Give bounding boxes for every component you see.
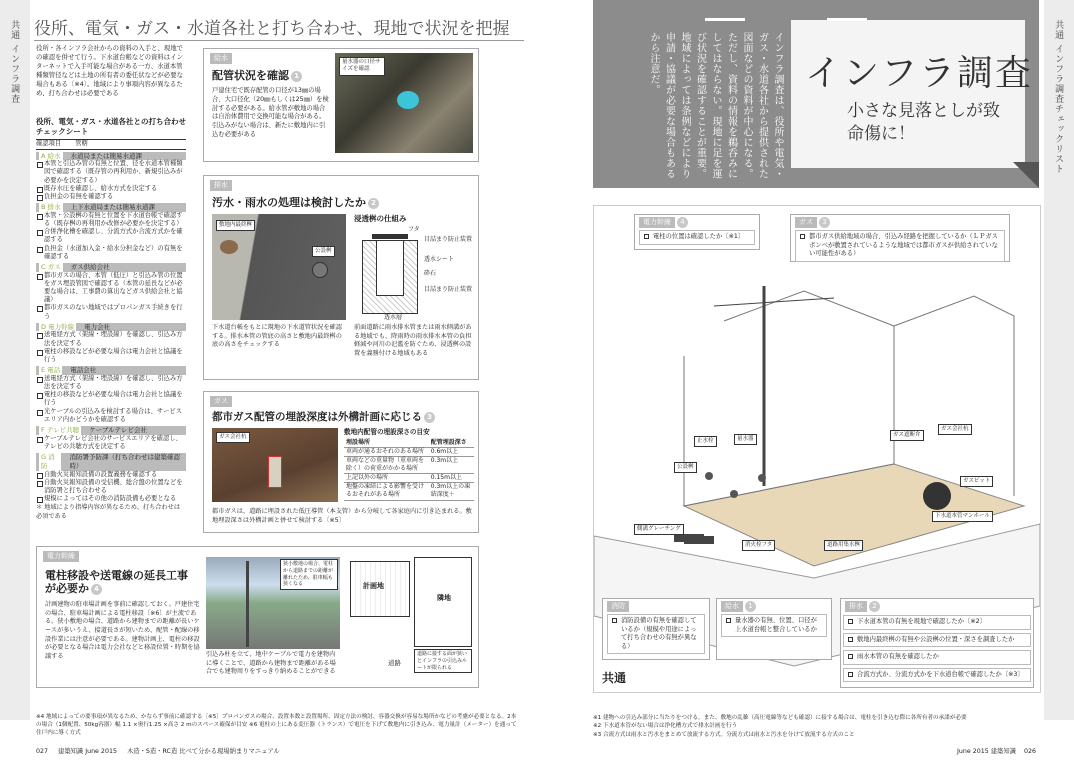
checklist-item[interactable]: 送電経方式（架線・埋設線）を確認し、引込み方法を決定する: [36, 375, 186, 391]
gas-stake-icon: [268, 456, 282, 488]
checklist-category: [36, 152, 186, 161]
category-code: C ガス: [41, 262, 61, 271]
illustration-area: [593, 205, 1041, 693]
kyusui-number: 1: [291, 71, 302, 82]
left-footer: [36, 748, 280, 757]
haisui-photo-label2: 公設桝: [312, 246, 335, 257]
diagram-label-layer: 透水層: [384, 314, 403, 321]
denryoku-caption: 引込み柱を立て、地中ケーブルで電力を建物内に導くことで、道路から建物まで距離がある場合でも建物周りをすっきり納めることができる: [206, 651, 336, 676]
right-page-number: 026: [1023, 748, 1036, 755]
gas-table-wrap: [344, 428, 474, 501]
checklist-category: [36, 263, 186, 272]
utility-pole-icon: [246, 561, 249, 647]
checkbox-icon[interactable]: [612, 618, 617, 623]
checklist-item[interactable]: 都市ガスのない地域ではプロパンガス手続きを行う: [36, 304, 186, 320]
category-org: 電力会社: [84, 322, 111, 331]
plan-label-site: 計画地: [363, 582, 384, 590]
right-page: [537, 0, 1074, 771]
table-cell: 車両などの重量物（重車両を除く）の荷重がかかる場所: [344, 457, 429, 474]
checkbox-icon[interactable]: [848, 637, 853, 642]
hero-corner-triangle: [1013, 162, 1039, 188]
basin-lid: [372, 234, 408, 239]
r-kyusui-box: [716, 598, 832, 660]
plan-label-neighbor: 隣地: [437, 594, 451, 602]
kyusui-photo: [335, 53, 473, 153]
checklist-item[interactable]: 本管・公設桝の有無と位置を下水道台帳で確認する（既存桝の再利用か改修が必要かを決定する）: [36, 212, 186, 228]
checklist: [36, 139, 186, 521]
checklist-item[interactable]: 自動火災報知設備の設置義務を確認する: [36, 471, 186, 479]
table-cell: 上記以外の場所: [344, 474, 429, 483]
kyusui-box: [203, 48, 479, 162]
table-cell: 配管埋設深さ: [429, 439, 474, 448]
hero-title: インフラ調査: [805, 53, 1034, 94]
checklist-header-item: 確認項目: [36, 140, 62, 147]
checklist-category: [36, 426, 186, 435]
denryoku-number: 4: [91, 584, 102, 595]
category-code: D 電力幹線: [41, 322, 75, 331]
r-denryoku-tag: 電力幹線: [639, 217, 675, 228]
denryoku-box: [36, 546, 479, 688]
plan-site: [350, 561, 410, 617]
checklist-item[interactable]: 自動火災報知設備の受信機、総合盤の位置などを消防署と打ち合わせる: [36, 479, 186, 495]
right-footnotes: [593, 714, 1033, 739]
haisui-box: [203, 175, 479, 380]
table-cell: 0.15m以上: [429, 474, 474, 483]
checklist-item[interactable]: 負担金（水道加入金・給水分担金など）の有無を確認する: [36, 245, 186, 261]
haisui-title-row: [212, 196, 379, 209]
haisui-title: 汚水・雨水の処理は検討したか: [212, 196, 366, 209]
right-footnote-1: ※1 建物への引込み部分に当たりをつける。また、敷地の乱雑（高圧電線等なども確認）に接する場合は、電柱を引き込む際に各所有者の承諾が必要: [593, 715, 967, 721]
scene-label-catch-basin: 道路用集水桝: [824, 540, 863, 551]
hero-deco-line1: [705, 18, 745, 21]
category-code: G 消防: [39, 453, 61, 471]
final-basin-icon: [220, 240, 238, 254]
denryoku-title: 電柱移設や送電線の延長工事が必要か: [45, 569, 188, 596]
checklist-item[interactable]: 光ケーブルの引込みを検討する場合は、サービスエリア内かどうかを確認する: [36, 408, 186, 424]
gas-tag: ガス: [210, 396, 232, 407]
gas-box: [203, 391, 479, 533]
checklist-item[interactable]: 規模によってはその他の消防設備も必要となる: [36, 495, 186, 503]
checklist-title: 役所、電気・ガス・水道各社との打ち合わせチェックシート: [36, 117, 186, 136]
scene-label-stopcock: 止水栓: [694, 436, 717, 447]
diagram-label-filter: 目詰まり防止装置: [424, 236, 473, 243]
gas-text: 都市ガスは、道路に埋設された低圧導管（本支管）から分岐して各家庭内に引き込まれる。敷地埋設深さは外構計画と併せて検討する〔※5〕: [212, 508, 472, 524]
gas-depth-table: [344, 439, 474, 501]
basin-body: [376, 240, 404, 296]
diagram-title: 浸透桝の仕組み: [354, 214, 407, 223]
scene-label-meter: 量水器: [734, 434, 757, 445]
left-side-tab-text: 共通 インフラ調査: [9, 20, 20, 104]
checklist-header: [36, 139, 186, 150]
r-haisui-check[interactable]: [843, 668, 1031, 683]
checklist-item[interactable]: 本管と引込み管の有無と位置、径を水道本管種類図で確認する（既存管の再利用か、新規引込みが必要かを決定する）: [36, 160, 186, 185]
checkbox-icon[interactable]: [726, 618, 731, 623]
gas-title: 都市ガス配管の埋設深度は外構計画に応じる: [212, 411, 422, 423]
category-org: 上下水道局または簡易水道課: [70, 203, 156, 212]
left-magazine: 建築知識 June 2015: [58, 748, 117, 755]
r-shobo-item: 消防設備の有無を確認しているか（規模や用途によって打ち合わせの有無が異なる）: [621, 617, 697, 650]
hero-deco-line2: [827, 18, 867, 21]
r-common-label: 共通: [602, 671, 627, 685]
left-side-tab: [0, 0, 30, 720]
checklist-item[interactable]: 電柱の移設などが必要な場合は電力会社と協議を行う: [36, 391, 186, 407]
scene-label-grating: 側溝グレーチング: [634, 524, 684, 535]
plan-neighbor: [414, 557, 472, 647]
plan-label-road: 道路: [388, 659, 401, 667]
haisui-photo: [212, 214, 346, 320]
diagram-label-sheet: 透水シート: [424, 256, 455, 263]
checklist-item[interactable]: 負担金の有無を確認する: [36, 193, 186, 201]
right-footnote-2: ※2 下水道本管がない場合は浄化槽方式で排水計画を行う: [593, 723, 738, 730]
category-code: A 給水: [41, 151, 61, 160]
r-kyusui-check[interactable]: [721, 614, 827, 637]
checklist-item[interactable]: 送電経方式（架線・埋設線）を確認し、引込み方法を決定する: [36, 331, 186, 347]
kyusui-text: 戸建住宅で既存配管の口径が13㎜の場合、大口径化（20㎜もしくは25㎜）を検討する必要がある。給水管が敷地の場合は自治体費用で交換可能な場合がある。引込みがない場合は、新たに敷地内に引込む必要がある: [212, 87, 329, 139]
checklist-header-org: 管轄: [75, 140, 88, 147]
kyusui-photo-label: 量水器の口径サイズを確認: [339, 57, 385, 76]
table-row: [344, 447, 474, 456]
intro-text: 役所・各インフラ会社からの資料の入手と、現地での確認を併せて行う。下水道台帳などの資料はインターネットで入手可能な場合がある一方、水道本管種類管径などは土地の所有者の委任状などが必要な場合もある〔※4〕。地域により事項内容が異なるため、打ち合わせは必要である: [36, 44, 183, 97]
kyusui-tag: 給水: [210, 53, 232, 64]
right-side-tab: [1044, 0, 1074, 720]
denryoku-photo: [206, 557, 340, 649]
r-haisui-check[interactable]: [843, 633, 1031, 648]
denryoku-photo-label: 狭小敷地の場合、電柱から道路までの距離が離れたため、駐車幅も狭くなる: [280, 559, 338, 590]
checkbox-icon[interactable]: [848, 672, 853, 677]
scene-label-gas-valve: ガス遮断弁: [890, 430, 924, 441]
diagram-label-lid: フタ: [408, 226, 420, 233]
denryoku-tag: 電力幹線: [43, 551, 79, 562]
table-cell: 0.3m以上の凍結深度＋: [429, 483, 474, 500]
haisui-number: 2: [368, 198, 379, 209]
table-cell: 車両が通るおそれのある場所: [344, 447, 429, 456]
table-cell: 埋設場所: [344, 439, 429, 448]
infiltration-diagram: [354, 226, 474, 322]
category-org: ケーブルテレビ会社: [89, 425, 147, 434]
r-haisui-check[interactable]: [843, 615, 1031, 630]
checkbox-icon[interactable]: [848, 619, 853, 624]
r-haisui-item: 下水道本管の有無を現地で確認したか〔※2〕: [857, 618, 986, 626]
kyusui-title-row: [212, 69, 302, 82]
plan-label-note: 道路に接する面が狭いとインフラの引込みルートが限られる: [414, 649, 472, 673]
category-code: F テレビ共聴: [41, 425, 80, 434]
checklist-category: [36, 203, 186, 212]
r-shobo-check[interactable]: [607, 614, 705, 654]
r-gas-tag: ガス: [795, 217, 817, 228]
r-shobo-tag: 消防: [607, 601, 629, 612]
public-basin-icon: [312, 262, 328, 278]
checklist-item[interactable]: 電柱の移設などが必要な場合は電力会社と協議を行う: [36, 348, 186, 364]
left-series: 木造・S造・RC造 比べて分かる現場納まりマニュアル: [126, 748, 280, 755]
left-title-rule: [34, 40, 524, 41]
r-haisui-check[interactable]: [843, 650, 1031, 665]
gas-number: 3: [424, 412, 435, 423]
left-title: 役所、電気・ガス・水道各社と打ち合わせ、現地で状況を把握: [34, 19, 510, 39]
gas-photo-label: ガス会社杭: [216, 432, 250, 443]
left-page-number: 027: [36, 748, 49, 755]
haisui-tag: 排水: [210, 180, 232, 191]
table-row: [344, 439, 474, 448]
scene-label-hydrant: 消火栓フタ: [742, 540, 775, 551]
r-haisui-tag: 排水: [845, 601, 867, 612]
r-denryoku-number: 4: [677, 217, 688, 228]
checklist-item[interactable]: ケーブルテレビ会社のサービスエリアを確認し、テレビの共聴方式を決定する: [36, 435, 186, 451]
r-gas-number: 3: [819, 217, 830, 228]
r-haisui-item: 雨水本管の有無を確認したか: [857, 653, 939, 661]
r-kyusui-tag: 給水: [721, 601, 743, 612]
table-row: [344, 474, 474, 483]
scene-label-public-basin: 公設桝: [674, 462, 697, 473]
r-denryoku-check[interactable]: [639, 230, 755, 245]
left-footnotes: ※4 地域によっての要事項が異なるため、かならず事前に確認する〔※5〕プロパンガスの場合、設置本数と設置場所、固定方法の検討、容器交換が容易な場所かなどの考慮が必要となる。2本の場合（1個配置、50kg容器）幅 1.1 ×奥行1.25 ×高さ 2 mのスペース確保が目安 ※6 電柱の上にある変圧器（トランス）で電圧を下げて敷地内に引き込み、電力量計（メーター）を通って住戸内に導く方式: [36, 714, 517, 736]
checkbox-icon[interactable]: [644, 234, 649, 239]
meter-icon: [397, 91, 419, 109]
checklist-item[interactable]: 既存水圧を確認し、給水方式を決定する: [36, 185, 186, 193]
r-haisui-item: 合流方式か、分流方式かを下水道台帳で確認したか〔※3〕: [857, 670, 1024, 678]
denryoku-text: 計画建物の駐車場計画を事前に確認しておく。戸建住宅の場合、駐車場計画による電柱移設〔※6〕が主流である。狭小敷地の場合、道路から建物までの距離が長いケースが多いうえ、接道長さが短いため、配管・配線の移設作業には注意が必要である。建物計画上、電柱の移設が必要となる場合は電力会社などと移設位置・時期を協議する: [45, 601, 200, 661]
checklist-item[interactable]: 合併浄化槽を確認し、分流方式か合流方式かを確認する: [36, 228, 186, 244]
checklist-category: [36, 453, 186, 471]
checklist-item[interactable]: 都市ガスの場合、本管（低圧）と引込み管の位置をガス埋設管図で確認する（本管の延長などが必要な場合は、工事費の算出などガス供給会社と協議）: [36, 272, 186, 305]
r-gas-box: [790, 214, 1010, 262]
r-gas-item: 都市ガス供給地域の場合、引込み経路を把握しているか（ＬＰガスボンベが敷置されているような地域では都市ガスが供給されていない可能性がある）: [809, 233, 998, 258]
right-footnote-3: ※3 合流方式は雨水と汚水をまとめて放流する方式。分流方式は雨水と汚水を分けて放流する方式のこと: [593, 731, 855, 738]
diagram-label-gravel: 砕石: [424, 270, 437, 277]
r-denryoku-item: 電柱の位置は確認したか〔※1〕: [653, 233, 745, 241]
checklist-categories: [36, 152, 186, 504]
gas-table-title: 敷地内配管の埋設深さの目安: [344, 428, 430, 436]
table-cell: 0.3m以上: [429, 457, 474, 474]
r-haisui-box: [840, 598, 1034, 688]
table-row: [344, 483, 474, 500]
r-shobo-box: [602, 598, 710, 660]
category-code: B 排水: [41, 203, 61, 212]
category-org: ガス供給会社: [70, 262, 110, 271]
checkbox-icon[interactable]: [848, 654, 853, 659]
right-side-tab-text: 共通 インフラ調査チェックリスト: [1053, 20, 1064, 174]
scene-label-gas-pit: ガスピット: [960, 476, 993, 487]
r-haisui-item: 敷地内最終桝の有無や公設桝の位置・深さを調査したか: [857, 635, 1015, 643]
haisui-caption1: 下水道台帳をもとに現地の下水道管状況を確認する。排水本管の管底の高さと敷地内最終桝の底の高さをチェックする: [212, 324, 342, 349]
site-plan: [348, 553, 474, 681]
r-kyusui-item: 量水器の有無、位置、口径が上水道台帳と整合しているか: [735, 617, 817, 633]
r-kyusui-number: 1: [745, 601, 756, 612]
kyusui-title: 配管状況を確認: [212, 69, 289, 82]
diagram-label-filter2: 目詰まり防止装置: [424, 286, 473, 293]
checklist-category: [36, 366, 186, 375]
haisui-photo-label1: 敷地内最終桝: [216, 220, 255, 231]
r-haisui-items: [841, 615, 1033, 682]
gas-title-row: [212, 410, 435, 424]
r-gas-check[interactable]: [795, 230, 1005, 262]
category-org: 消防署予防課（打ち合わせは建築確認時）: [69, 453, 180, 470]
right-footer: [957, 748, 1036, 757]
gas-photo: [212, 428, 338, 502]
denryoku-title-row: [45, 569, 195, 595]
category-code: E 電話: [41, 366, 61, 375]
hero-vertical-text: インフラ調査は、役所や電気・ガス・水道各社から提供された図面などの資料が中心になる。ただし、資料の情報を鵜呑みにしてはならない。現地に足を運び状況を確認することが重要。地域によっては条例などにより申請・協議が必要な場合もあるから注意だ。: [648, 32, 783, 179]
table-row: [344, 457, 474, 474]
table-cell: 0.6m以上: [429, 447, 474, 456]
category-org: 水道局または簡易水道課: [70, 151, 143, 160]
r-haisui-number: 2: [869, 601, 880, 612]
checkbox-icon[interactable]: [800, 234, 805, 239]
haisui-caption2: 前面道路に雨水排水管または雨水側溝がある地域でも、降雨時の雨水排水本管の負担軽減や河川の氾濫を防ぐため、浸透桝の設置を義務付ける地域もある: [354, 324, 472, 358]
hero-subtitle: 小さな見落としが致命傷に！: [847, 101, 1000, 144]
category-org: 電話会社: [70, 366, 97, 375]
scene-label-gas-stake: ガス会社杭: [938, 424, 972, 435]
r-denryoku-box: [634, 214, 760, 250]
table-cell: 地盤の凍結による影響を受けるおそれがある場所: [344, 483, 429, 500]
checklist-footnote: ＊ 地域により指導内容が異なるため、打ち合わせは必須である: [36, 504, 181, 520]
scene-label-manhole: 下水道本管マンホール: [932, 511, 993, 522]
right-magazine: June 2015 建築知識: [957, 748, 1016, 755]
